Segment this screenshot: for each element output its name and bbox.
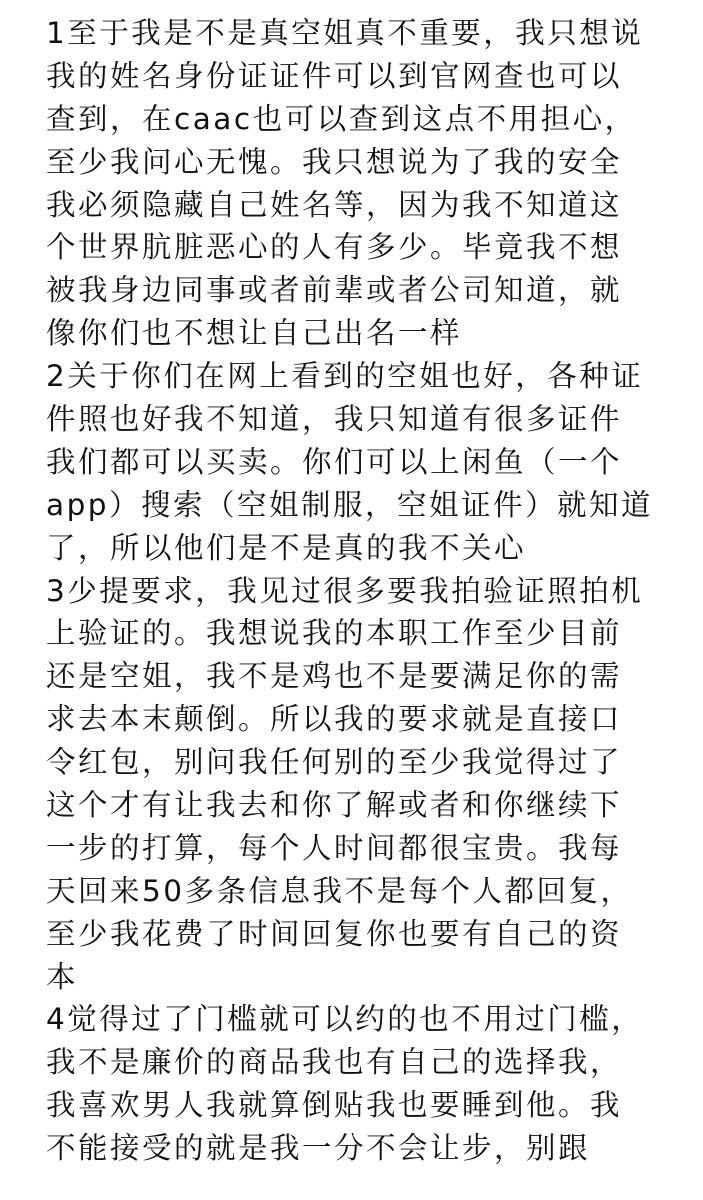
text-line: 本: [46, 959, 79, 994]
text-line: 至少我问心无愧。我只想说为了我的安全: [46, 144, 623, 179]
text-line: 我们都可以买卖。你们可以上闲鱼（一个: [46, 444, 623, 479]
text-line: 像你们也不想让自己出名一样: [46, 316, 463, 351]
text-line: 件照也好我不知道，我只知道有很多证件: [46, 402, 623, 437]
text-line: 2关于你们在网上看到的空姐也好，各种证: [46, 359, 644, 394]
text-line: 我不是廉价的商品我也有自己的选择我，: [46, 1045, 623, 1080]
text-line: 被我身边同事或者前辈或者公司知道，就: [46, 273, 623, 308]
text-line: 求去本末颠倒。所以我的要求就是直接口: [46, 702, 623, 737]
text-line: 3少提要求，我见过很多要我拍验证照拍机: [46, 573, 644, 608]
text-line: 上验证的。我想说我的本职工作至少目前: [46, 616, 623, 651]
text-line: 我喜欢男人我就算倒贴我也要睡到他。我: [46, 1088, 623, 1123]
text-line: app）搜索（空姐制服，空姐证件）就知道: [46, 487, 654, 522]
note-body: [46, 12, 696, 1170]
text-line: 不能接受的就是我一分不会让步，别跟: [46, 1131, 591, 1166]
text-line: 还是空姐，我不是鸡也不是要满足你的需: [46, 659, 623, 694]
text-line: 令红包，别问我任何别的至少我觉得过了: [46, 745, 623, 780]
text-line: 至少我花费了时间回复你也要有自己的资: [46, 916, 623, 951]
text-line: 1至于我是不是真空姐真不重要，我只想说: [46, 16, 644, 50]
text-line: 天回来50多条信息我不是每个人都回复，: [46, 873, 633, 908]
text-line: 个世界肮脏恶心的人有多少。毕竟我不想: [46, 230, 623, 265]
text-line: 一步的打算，每个人时间都很宝贵。我每: [46, 830, 623, 865]
text-line: 这个才有让我去和你了解或者和你继续下: [46, 788, 623, 823]
text-line: 4觉得过了门槛就可以约的也不用过门槛，: [46, 1002, 644, 1037]
text-line: 我的姓名身份证证件可以到官网查也可以: [46, 58, 623, 93]
text-line: 我必须隐藏自己姓名等，因为我不知道这: [46, 187, 623, 222]
text-line: 了，所以他们是不是真的我不关心: [46, 530, 527, 565]
text-line: 查到，在caac也可以查到这点不用担心，: [46, 101, 637, 136]
